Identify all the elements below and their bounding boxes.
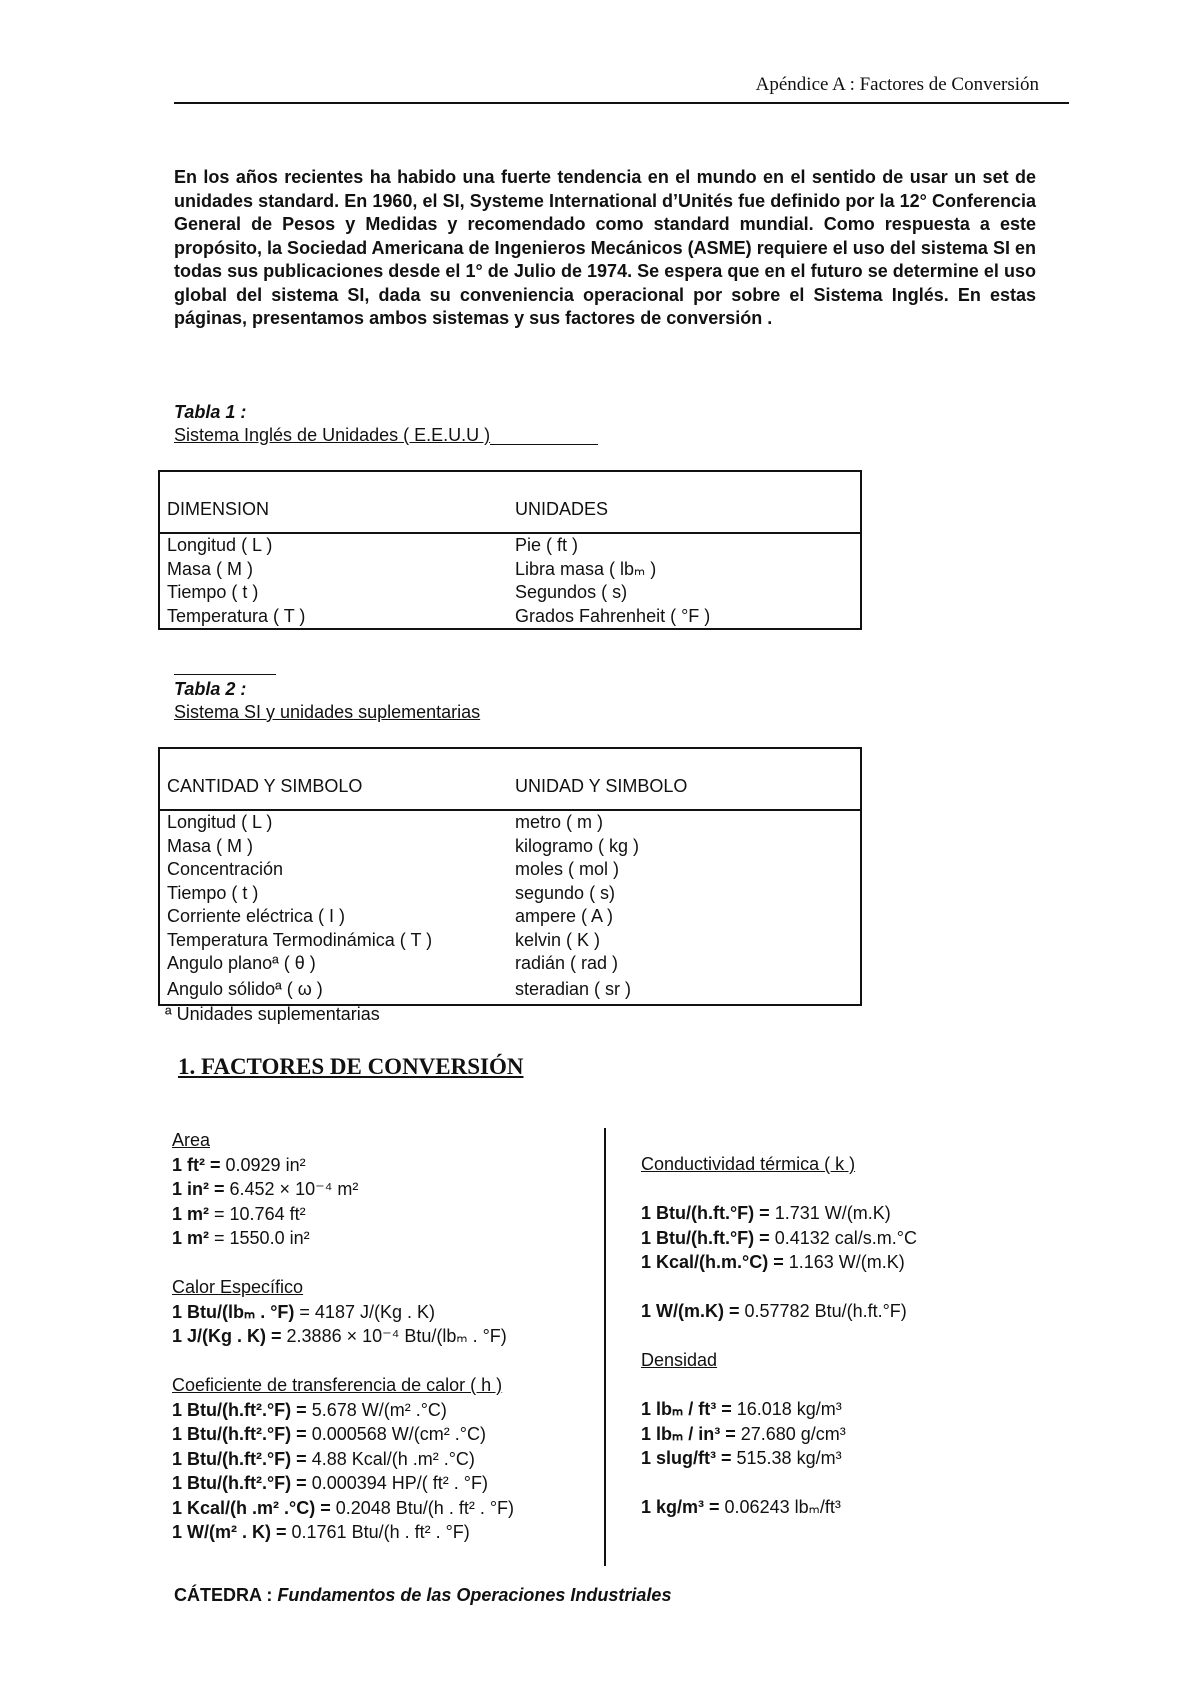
table-row bbox=[160, 835, 860, 859]
table-row bbox=[160, 952, 860, 978]
table2-header-cantidad: CANTIDAD Y SIMBOLO bbox=[167, 776, 363, 796]
table2-header-unidad: UNIDAD Y SIMBOLO bbox=[515, 776, 688, 796]
table-cell: Temperatura Termodinámica ( T ) bbox=[167, 929, 433, 950]
conversion-line: 1 Btu/(lbₘ . °F) = 4187 J/(Kg . K) bbox=[172, 1301, 435, 1322]
densidad-heading: Densidad bbox=[641, 1350, 718, 1370]
table-cell: Tiempo ( t ) bbox=[167, 582, 259, 602]
table2 bbox=[158, 747, 862, 1006]
table-row bbox=[160, 581, 860, 605]
table-cell: Pie ( ft ) bbox=[515, 535, 579, 555]
table-row bbox=[160, 811, 860, 835]
table2-subtitle: Sistema SI y unidades suplementarias bbox=[174, 702, 481, 722]
conversion-line: 1 lbₘ / ft³ = 16.018 kg/m³ bbox=[641, 1399, 842, 1419]
table-cell: steradian ( sr ) bbox=[515, 978, 632, 999]
right-conversion-column bbox=[641, 1152, 1061, 1520]
table-row bbox=[160, 929, 860, 953]
table1-header-unidades: UNIDADES bbox=[515, 499, 609, 519]
conversion-line: 1 Btu/(h.ft².°F) = 5.678 W/(m² .°C) bbox=[172, 1399, 447, 1420]
table2-title: Tabla 2 : bbox=[174, 679, 247, 699]
table-cell: Libra masa ( lbₘ ) bbox=[515, 558, 657, 579]
table-cell: segundo ( s) bbox=[515, 882, 616, 903]
header-title: Apéndice A : Factores de Conversión bbox=[755, 74, 1039, 95]
table-cell: moles ( mol ) bbox=[515, 859, 620, 879]
table1-header-dimension: DIMENSION bbox=[167, 499, 270, 519]
table-row bbox=[160, 978, 860, 1004]
table-cell: kelvin ( K ) bbox=[515, 929, 601, 950]
table-cell: ampere ( A ) bbox=[515, 906, 614, 926]
table-cell: Longitud ( L ) bbox=[167, 535, 273, 555]
table-cell: Grados Fahrenheit ( °F ) bbox=[515, 605, 711, 626]
intro-paragraph: En los años recientes ha habido una fuerte tendencia en el mundo en el sentido de usar un set de unidades standard. En 1960, el SI, Systeme International d’Unités fue definido por la 12° Conferencia General de Pesos y Medidas y recomendado como standard mundial. Como respuesta a este propósito, la Sociedad Americana de Ingenieros Mecánicos (ASME) requiere el uso del sistema SI en todas sus publicaciones desde el 1° de Julio de 1974. Se espera que en el futuro se determine el uso global del sistema SI, dada su conveniencia operacional por sobre el Sistema Inglés. En estas páginas, presentamos ambos sistemas y sus factores de conversión . bbox=[174, 167, 1036, 328]
conversion-line: 1 slug/ft³ = 515.38 kg/m³ bbox=[641, 1448, 842, 1468]
table-row bbox=[160, 858, 860, 882]
conversion-line: 1 Btu/(h.ft².°F) = 4.88 Kcal/(h .m² .°C) bbox=[172, 1448, 475, 1469]
left-conversion-column bbox=[172, 1128, 592, 1545]
table-row bbox=[160, 905, 860, 929]
coeficiente-heading: Coeficiente de transferencia de calor ( h ) bbox=[172, 1375, 503, 1395]
table-cell: radián ( rad ) bbox=[515, 953, 619, 973]
table-cell: metro ( m ) bbox=[515, 812, 603, 832]
table-cell: Corriente eléctrica ( I ) bbox=[167, 906, 346, 926]
table-cell: Temperatura ( T ) bbox=[167, 605, 306, 626]
conversion-line: 1 Kcal/(h.m.°C) = 1.163 W/(m.K) bbox=[641, 1252, 905, 1272]
area-heading: Area bbox=[172, 1130, 211, 1150]
table-row bbox=[160, 534, 860, 558]
conversion-line: 1 m² = 10.764 ft² bbox=[172, 1203, 306, 1224]
table-cell: Angulo sólidoª ( ω ) bbox=[167, 978, 323, 999]
conversion-line: 1 in² = 6.452 × 10⁻⁴ m² bbox=[172, 1179, 359, 1199]
conversion-line: 1 Btu/(h.ft².°F) = 0.000394 HP/( ft² . °F) bbox=[172, 1473, 488, 1493]
conversion-line: 1 J/(Kg . K) = 2.3886 × 10⁻⁴ Btu/(lbₘ . °F) bbox=[172, 1326, 507, 1346]
table2-header bbox=[160, 749, 860, 811]
page-header bbox=[174, 72, 1069, 104]
calor-especifico-heading: Calor Específico bbox=[172, 1277, 304, 1297]
table1 bbox=[158, 470, 862, 630]
conversion-line: 1 Btu/(h.ft.°F) = 1.731 W/(m.K) bbox=[641, 1203, 891, 1223]
table-cell: Longitud ( L ) bbox=[167, 812, 273, 832]
footer-label: CÁTEDRA : bbox=[174, 1585, 273, 1605]
table1-header bbox=[160, 472, 860, 534]
conversion-line: 1 Kcal/(h .m² .°C) = 0.2048 Btu/(h . ft² . °F) bbox=[172, 1497, 515, 1518]
table-row bbox=[160, 605, 860, 629]
section-title: 1. FACTORES DE CONVERSIÓN bbox=[178, 1054, 524, 1079]
table1-subtitle: Sistema Inglés de Unidades ( E.E.U.U ) bbox=[174, 425, 491, 445]
column-divider bbox=[604, 1128, 606, 1566]
conversion-line: 1 ft² = 0.0929 in² bbox=[172, 1154, 306, 1175]
conductividad-heading: Conductividad térmica ( k ) bbox=[641, 1154, 856, 1174]
conversion-line: 1 W/(m.K) = 0.57782 Btu/(h.ft.°F) bbox=[641, 1301, 907, 1321]
footer-course: Fundamentos de las Operaciones Industriales bbox=[277, 1585, 672, 1605]
conversion-line: 1 kg/m³ = 0.06243 lbₘ/ft³ bbox=[641, 1497, 841, 1517]
table-cell: Masa ( M ) bbox=[167, 835, 254, 856]
footer bbox=[174, 1585, 671, 1606]
table-cell: kilogramo ( kg ) bbox=[515, 835, 640, 856]
conversion-line: 1 Btu/(h.ft.°F) = 0.4132 cal/s.m.°C bbox=[641, 1227, 917, 1248]
conversion-line: 1 W/(m² . K) = 0.1761 Btu/(h . ft² . °F) bbox=[172, 1522, 470, 1542]
conversion-line: 1 m² = 1550.0 in² bbox=[172, 1228, 310, 1248]
conversion-line: 1 lbₘ / in³ = 27.680 g/cm³ bbox=[641, 1423, 846, 1444]
table-cell: Concentración bbox=[167, 859, 284, 879]
table-row bbox=[160, 558, 860, 582]
table-cell: Segundos ( s) bbox=[515, 582, 628, 602]
table-cell: Tiempo ( t ) bbox=[167, 882, 259, 903]
table-cell: Angulo planoª ( θ ) bbox=[167, 953, 316, 973]
table-cell: Masa ( M ) bbox=[167, 558, 254, 579]
table2-footnote: ª Unidades suplementarias bbox=[165, 1004, 380, 1024]
conversion-line: 1 Btu/(h.ft².°F) = 0.000568 W/(cm² .°C) bbox=[172, 1424, 486, 1444]
table2-top-rule bbox=[174, 674, 276, 675]
table1-subtitle-rule bbox=[490, 444, 598, 445]
table-row bbox=[160, 882, 860, 906]
table1-title: Tabla 1 : bbox=[174, 402, 247, 422]
